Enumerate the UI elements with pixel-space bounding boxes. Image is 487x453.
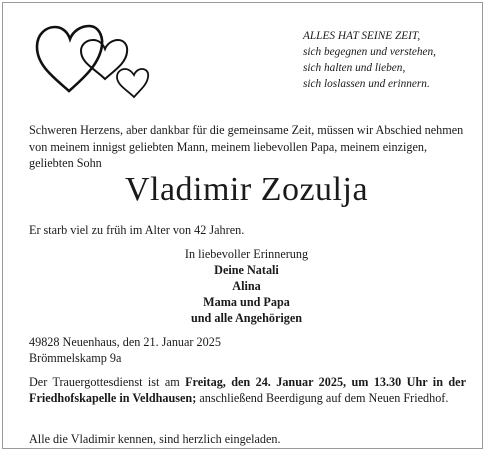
signer-name: Mama und Papa — [203, 294, 290, 309]
service-date-location: Freitag, den 24. Januar 2025, um 13.30 Uhr in der Friedhofskapelle in Veldhausen; — [29, 375, 466, 406]
signers-heading: In liebevoller Erinnerung — [184, 247, 309, 261]
signers-block — [3, 247, 487, 327]
poem-line: sich begegnen und verstehen, — [303, 46, 437, 58]
service-text: Der Trauergottesdienst ist am — [29, 375, 186, 389]
three-hearts-icon — [33, 17, 153, 107]
age-statement: Er starb viel zu früh im Alter von 42 Jahren. — [29, 223, 245, 237]
service-info — [29, 374, 466, 406]
signer-name: und alle Angehörigen — [190, 310, 303, 325]
address-block — [29, 334, 221, 366]
deceased-name: Vladimir Zozulja — [124, 171, 369, 208]
signer-name: Deine Natali — [214, 262, 279, 277]
place-date: 49828 Neuenhaus, den 21. Januar 2025 — [29, 335, 221, 349]
service-burial-text: anschließend Beerdigung auf dem Neuen Friedhof. — [196, 391, 449, 406]
obituary-notice — [2, 2, 483, 449]
closing-invitation: Alle die Vladimir kennen, sind herzlich eingeladen. — [29, 432, 281, 446]
signer-name: Alina — [232, 278, 261, 293]
poem — [303, 28, 436, 92]
intro-text: Schweren Herzens, aber dankbar für die gemeinsame Zeit, müssen wir Abschied nehmen von meinem innigst geliebten Mann, meinem liebevollen Papa, meinem einzigen, geliebten Sohn — [29, 123, 464, 171]
street-address: Brömmelskamp 9a — [29, 351, 122, 365]
poem-line: sich halten und lieben, — [303, 62, 406, 74]
poem-line: sich loslassen und erinnern. — [303, 78, 430, 90]
poem-line: ALLES HAT SEINE ZEIT, — [303, 30, 421, 42]
